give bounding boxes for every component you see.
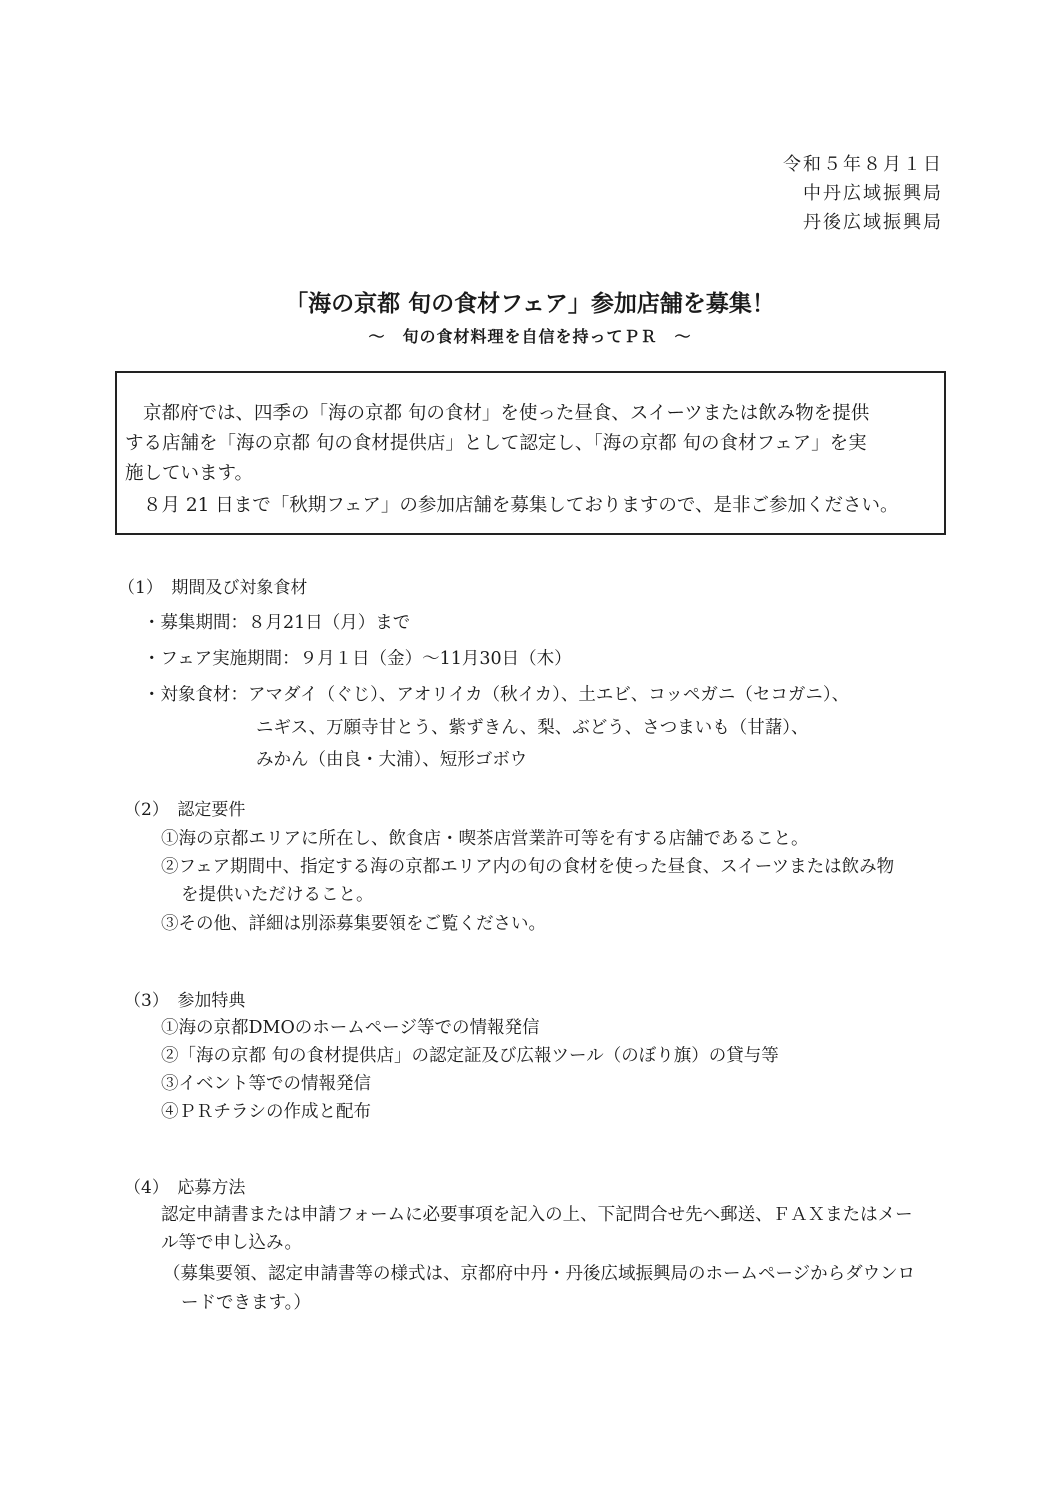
summary-line: 施しています。 (125, 463, 254, 484)
application-method: 認定申請書または申請フォームに必要事項を記入の上、下記問合せ先へ郵送、ＦＡＸまたはメー (161, 1205, 913, 1225)
application-method-cont: ル等で申し込み。 (161, 1233, 303, 1253)
requirement-item: ①海の京都エリアに所在し、飲食店・喫茶店営業許可等を有する店舗であること。 (161, 829, 809, 849)
section-2-heading: （2） 認定要件 (124, 800, 246, 820)
section-3-heading: （3） 参加特典 (124, 991, 246, 1011)
benefit-item: ②「海の京都 旬の食材提供店」の認定証及び広報ツール（のぼり旗）の貸与等 (161, 1046, 779, 1066)
summary-line: 京都府では、四季の「海の京都 旬の食材」を使った昼食、スイーツまたは飲み物を提供 (143, 403, 870, 424)
benefit-item: ①海の京都DMOのホームページ等での情報発信 (161, 1018, 540, 1038)
summary-box (115, 371, 946, 535)
document-title: 「海の京都 旬の食材フェア」参加店舗を募集！ (285, 291, 775, 317)
requirement-item-cont: を提供いただけること。 (181, 885, 374, 905)
sender-block (783, 150, 943, 237)
issue-date: 令和５年８月１日 (783, 154, 943, 175)
issuer-tango: 丹後広域振興局 (803, 212, 943, 233)
application-note-cont: ードできます。） (181, 1293, 311, 1313)
issuer-chutan: 中丹広域振興局 (803, 183, 943, 204)
requirement-item: ②フェア期間中、指定する海の京都エリア内の旬の食材を使った昼食、スイーツまたは飲み物 (161, 857, 895, 877)
recruit-period: ・募集期間：８月21日（月）まで (143, 613, 411, 633)
section-1-heading: （1） 期間及び対象食材 (118, 578, 308, 598)
target-ingredients-cont: みかん（由良・大浦）、短形ゴボウ (256, 750, 528, 770)
document-subtitle: ～ 旬の食材料理を自信を持ってＰＲ ～ (368, 327, 692, 346)
benefit-item: ④ＰＲチラシの作成と配布 (161, 1102, 371, 1122)
target-ingredients-cont: ニギス、万願寺甘とう、紫ずきん、梨、ぶどう、さつまいも（甘藷）、 (256, 718, 809, 738)
section-4-heading: （4） 応募方法 (124, 1178, 246, 1198)
benefit-item: ③イベント等での情報発信 (161, 1074, 371, 1094)
requirement-item: ③その他、詳細は別添募集要領をご覧ください。 (161, 914, 546, 934)
summary-line: する店舗を「海の京都 旬の食材提供店」として認定し、「海の京都 旬の食材フェア」を実 (125, 433, 867, 454)
fair-period: ・フェア実施期間：９月１日（金）～11月30日（木） (143, 649, 572, 669)
application-note: （募集要領、認定申請書等の様式は、京都府中丹・丹後広域振興局のホームページからダウンロ (163, 1264, 916, 1284)
summary-line: ８月 21 日まで「秋期フェア」の参加店舗を募集しておりますので、是非ご参加ください。 (143, 495, 899, 516)
target-ingredients: ・対象食材：アマダイ（ぐじ）、アオリイカ（秋イカ）、土エビ、コッペガニ（セコガニ）、 (143, 685, 850, 705)
